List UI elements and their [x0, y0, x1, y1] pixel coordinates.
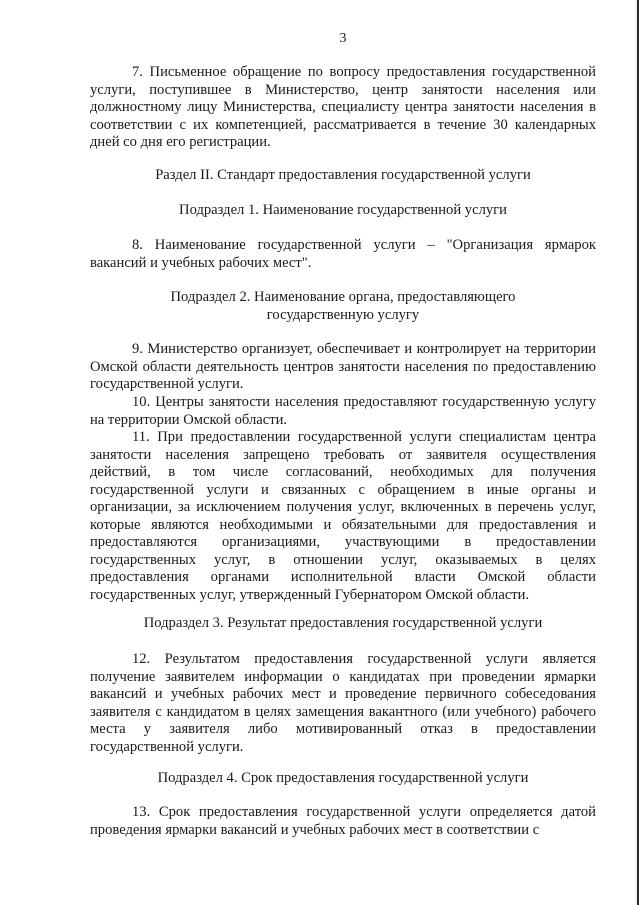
- subsection-2-heading-line-1: Подраздел 2. Наименование органа, предоставляющего: [170, 289, 516, 305]
- paragraph-10: 10. Центры занятости населения предоставляют государственную услугу на территории Омской области.: [90, 394, 596, 428]
- paragraph-11: 11. При предоставлении государственной услуги специалистам центра занятости населения запрещено требовать от заявителя осуществления действий, в том числе согласований, необходимых для получения государственной услуги и связанных с обращением в иные органы и организации, за исключением получения услуг, включенных в перечень услуг, которые являются необходимыми и обязательными для предоставления и предоставляются организациями, участвующими в предоставлении государственных услуг, в отношении услуг, оказываемых в целях предоставления органами исполнительной власти Омской области государственных услуг, утвержденный Губернатором Омской области.: [90, 429, 596, 603]
- subsection-3-heading: Подраздел 3. Результат предоставления государственной услуги: [143, 615, 543, 631]
- subsection-4-heading: Подраздел 4. Срок предоставления государственной услуги: [157, 770, 529, 786]
- subsection-2-heading: [90, 289, 596, 324]
- page-number: 3: [339, 31, 347, 46]
- paragraph-9: 9. Министерство организует, обеспечивает и контролирует на территории Омской области деятельность центров занятости населения по предоставлению государственной услуги.: [90, 341, 596, 392]
- paragraph-7: 7. Письменное обращение по вопросу предоставления государственной услуги, поступившее в Министерство, центр занятости населения или должностному лицу Министерства, специалисту центра занятости населения в соответствии с их компетенцией, рассматривается в течение 30 календарных дней со дня его регистрации.: [90, 64, 596, 150]
- section-2-heading: Раздел II. Стандарт предоставления государственной услуги: [155, 167, 531, 183]
- paragraph-13: 13. Срок предоставления государственной услуги определяется датой проведения ярмарки вакансий и учебных рабочих мест в соответствии с: [90, 804, 596, 838]
- paragraph-12: 12. Результатом предоставления государственной услуги является получение заявителем информации о кандидатах при проведении ярмарки вакансий и учебных рабочих мест и проведение первичного собеседования заявителя с кандидатом в целях замещения вакантного (или учебного) рабочего места у заявителя либо мотивированный отказ в предоставлении государственной услуги.: [90, 651, 596, 755]
- paragraph-8: 8. Наименование государственной услуги – "Организация ярмарок вакансий и учебных рабочих мест".: [90, 237, 596, 271]
- subsection-1-heading: Подраздел 1. Наименование государственной услуги: [179, 202, 507, 218]
- subsection-2-heading-line-2: государственную услугу: [266, 306, 420, 323]
- page-content: [90, 0, 596, 905]
